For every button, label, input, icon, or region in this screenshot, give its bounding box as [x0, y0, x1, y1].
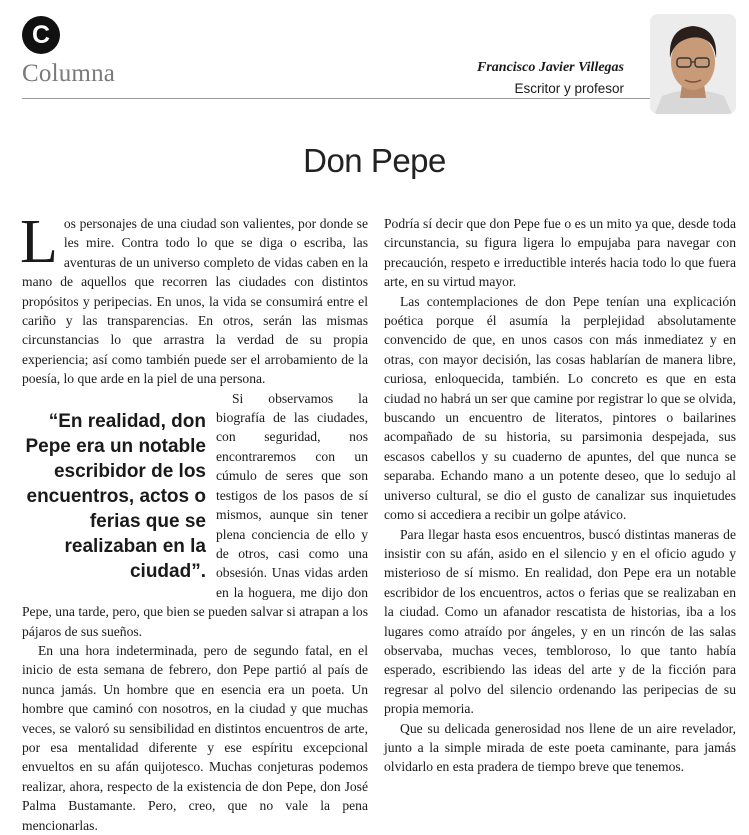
author-byline [477, 59, 624, 98]
article-column-left [20, 208, 368, 835]
header-divider [22, 98, 728, 99]
drop-cap: L [20, 208, 58, 276]
author-name: Francisco Javier Villegas [477, 60, 624, 75]
author-portrait-image [650, 14, 736, 114]
article-column-right [384, 214, 736, 777]
column-badge-icon: C [22, 16, 60, 54]
section-label: Columna [22, 60, 116, 87]
paragraph-2: Si observamos la biografía de las ciudades, con seguridad, nos encontraremos con un cúmulo de seres que son testigos de los pasos de sí mismos, aunque sin tener plena conciencia de ello y de otros, casi como una obsesión. Unas vidas arden en la hoguera, me dijo don Pepe, una tarde, pero, que bien se pueden salvar si atrapan a los pájaros de sus sueños. [22, 390, 368, 639]
pull-quote: “En realidad, don Pepe era un notable escribidor de los encuentros, actos o ferias que se realizaban en la ciudad”. [25, 410, 206, 582]
author-role: Escritor y profesor [514, 81, 624, 96]
paragraph-6: Que su delicada generosidad nos llene de un aire revelador, junto a la simple mirada de este poeta caminante, para jamás olvidarlo en esta pradera de tiempo breve que tenemos. [384, 720, 736, 775]
paragraph-3: En una hora indeterminada, pero de segundo fatal, en el inicio de esta semana de febrero, don Pepe partió al país de nunca jamás. Un hombre que en esencia era un poeta. Un hombre que caminó con nosotros, en la ciudad y que muchas veces, se valoró su sensibilidad en distintos encuentros de arte, por esa mentalidad diferente y ese espíritu excepcional envueltos en su afán quijotesco. Muchas conjeturas podemos realizar, ahora, respecto de la existencia de don Pepe, don José Palma Bustamante. Pero, creo, que no vale la pena mencionarlas. [22, 642, 368, 833]
paragraph-5: Para llegar hasta esos encuentros, buscó distintas maneras de insistir con su afán, asido en el silencio y en el oficio agudo y misterioso de sí mismo. En realidad, don Pepe era un notable escribidor de los encuentros, actos o ferias que se realizaban en la ciudad. Como un afanador rescatista de historias, iba a los lugares como atraído por ángeles, y en un rincón de las salas observaba, muchas veces, tembloroso, lo que tanto había esperado, escribiendo las ideas del arte y de la ficción para regresar al polvo del silencio ordenando las peripecias de su propia memoria. [384, 526, 736, 717]
paragraph-1 [20, 208, 368, 389]
author-photo [650, 14, 736, 114]
article-title: Don Pepe [303, 142, 446, 179]
paragraph-1-text: os personajes de una ciudad son valientes, por donde se les mire. Contra todo lo que se diga o escriba, las aventuras de un universo completo de vidas caben en la mano de aquellos que recorren las ciudades con distintos propósitos y peripecias. En unos, la vida se consumirá entre el cariño y las transparencias. En otros, serán las mismas circunstancias lo que arrastra la verdad de su propia experiencia; así como también puede ser el arrobamiento de la poesía, lo que arde en la piel de una persona. [22, 216, 368, 387]
paragraph-3-continued: Podría sí decir que don Pepe fue o es un mito ya que, desde toda circunstancia, su figura ligera lo empujaba para navegar con precaución, respeto e irreductible interés hacia todo lo que fuera arte, en su virtud mayor. [384, 216, 736, 290]
paragraph-4: Las contemplaciones de don Pepe tenían una explicación poética porque él asumía la perplejidad absolutamente convencido de que, en unos casos con más inmediatez y en otras, con mayor decisión, las cosas hablarían de manera libre, curiosa, enloquecida, también. Lo concreto es que en esta ciudad no habrá un ser que camine por registrar lo que se olvida, buscando un encuentro de literatos, pintores o bailarines acompañado de su historia, su parsimonia despejada, sus escasos cabellos y su cuaderno de apuntes, del que nunca se separaba. Echando mano a un potente deseo, que lo sedujo al universo cultural, se dio el gusto de canalizar sus inquietudes como si accediera a recibir un golpe atávico. [384, 293, 736, 523]
